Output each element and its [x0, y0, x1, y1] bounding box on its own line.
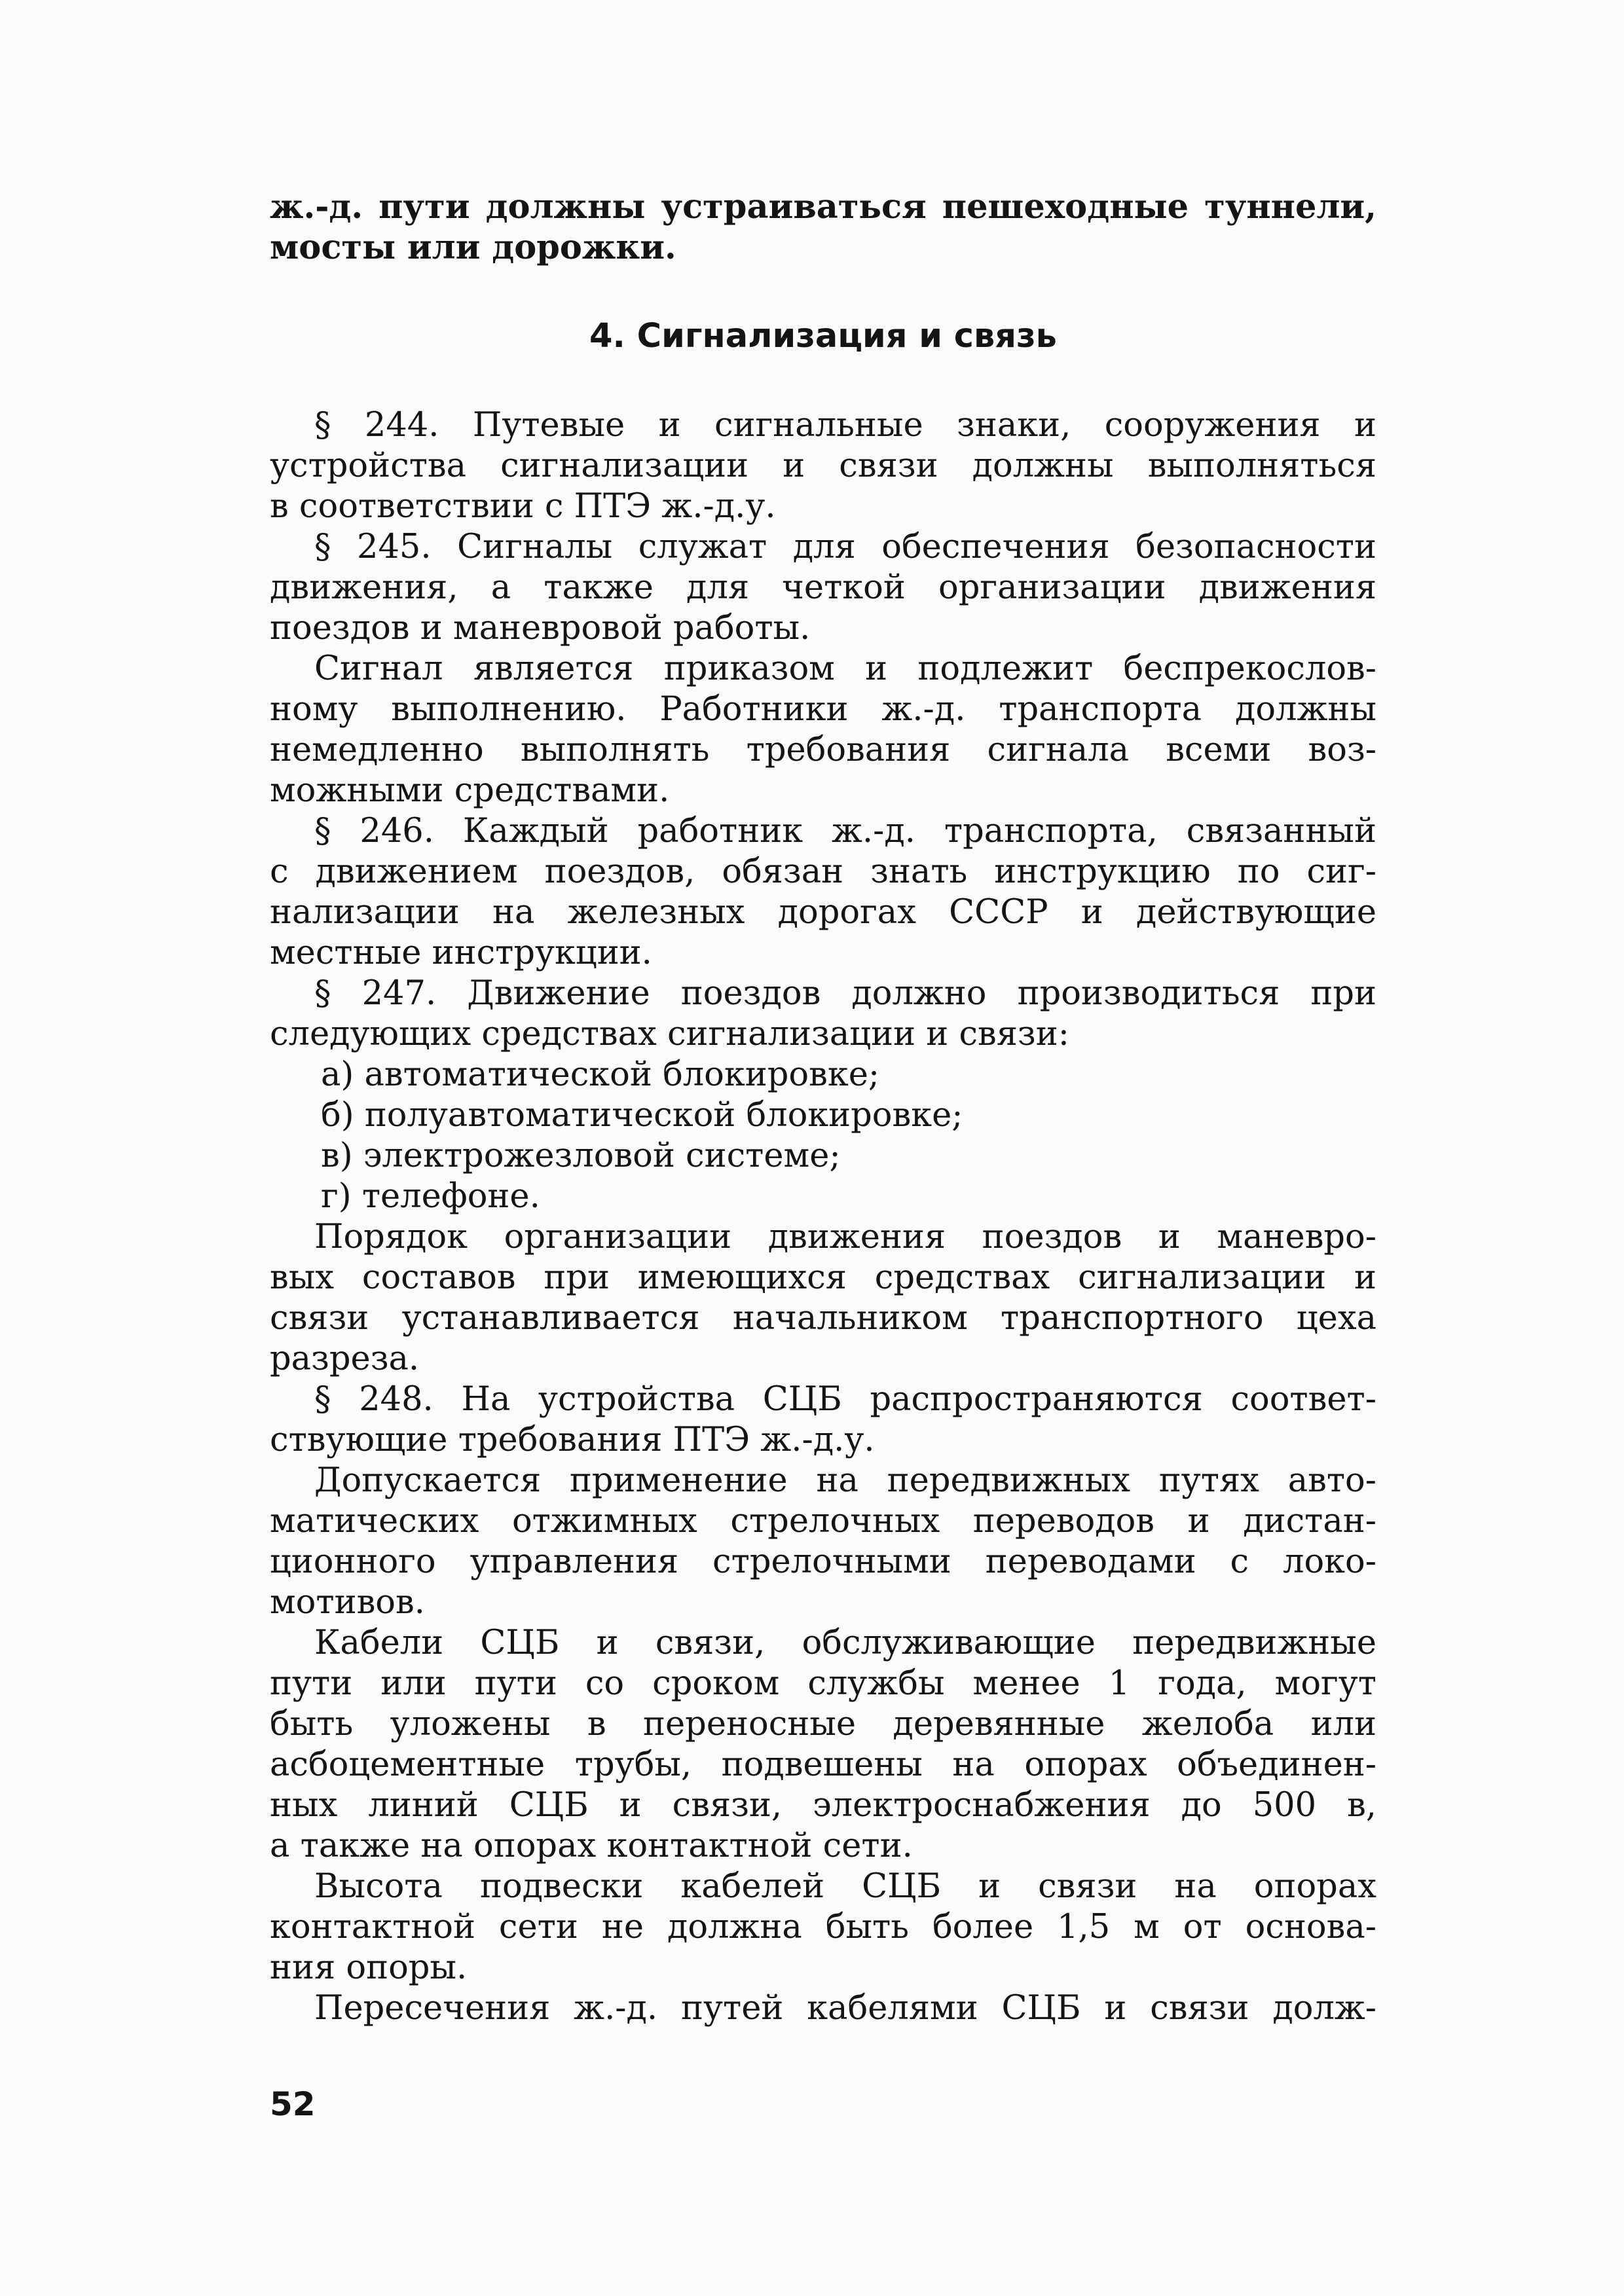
paragraph-line: Пересечения ж.-д. путей кабелями СЦБ и связи долж- [314, 1989, 1376, 2028]
paragraph-line: Допускается применение на передвижных путях авто- [314, 1461, 1376, 1500]
intro-line: мосты или дорожки. [270, 228, 676, 267]
paragraph-line: Кабели СЦБ и связи, обслуживающие передвижные [314, 1624, 1376, 1662]
list-item: в) электрожезловой системе; [321, 1137, 841, 1175]
paragraph-line: ному выполнению. Работники ж.-д. транспорта должны [270, 690, 1376, 729]
list-item: б) полуавтоматической блокировке; [321, 1096, 963, 1135]
paragraph-line: § 248. На устройства СЦБ распространяются соответ- [314, 1380, 1376, 1419]
intro-line: ж.-д. пути должны устраиваться пешеходные туннели, [270, 187, 1376, 227]
paragraph-line: Порядок организации движения поездов и маневро- [314, 1218, 1376, 1256]
paragraph-line: § 247. Движение поездов должно производиться при [314, 974, 1376, 1013]
paragraph-line: устройства сигнализации и связи должны выполняться [270, 446, 1376, 485]
paragraph-line: можными средствами. [270, 771, 670, 810]
paragraph-line: разреза. [270, 1339, 420, 1378]
list-item: г) телефоне. [321, 1177, 540, 1216]
paragraph-line: контактной сети не должна быть более 1,5 м от основа- [270, 1908, 1376, 1946]
paragraph-line: матических отжимных стрелочных переводов и дистан- [270, 1502, 1376, 1540]
paragraph-line: быть уложены в переносные деревянные желоба или [270, 1705, 1376, 1743]
paragraph-line: с движением поездов, обязан знать инструкцию по сиг- [270, 852, 1376, 891]
paragraph-line: ния опоры. [270, 1948, 468, 1987]
paragraph-line: движения, а также для четкой организации движения [270, 568, 1376, 607]
paragraph-line: а также на опорах контактной сети. [270, 1827, 913, 1865]
paragraph-line: § 244. Путевые и сигнальные знаки, сооружения и [314, 406, 1376, 445]
paragraph-line: поездов и маневровой работы. [270, 609, 811, 647]
list-item: а) автоматической блокировке; [321, 1055, 880, 1094]
section-heading: 4. Сигнализация и связь [589, 317, 1057, 355]
paragraph-line: мотивов. [270, 1583, 425, 1622]
paragraph-line: Сигнал является приказом и подлежит беспрекослов- [314, 649, 1376, 688]
paragraph-line: Высота подвески кабелей СЦБ и связи на опорах [314, 1867, 1376, 1906]
paragraph-line: вых составов при имеющихся средствах сигнализации и [270, 1258, 1376, 1297]
page-number: 52 [270, 2085, 316, 2123]
paragraph-line: немедленно выполнять требования сигнала всеми воз- [270, 731, 1376, 769]
paragraph-line: асбоцементные трубы, подвешены на опорах объединен- [270, 1745, 1376, 1784]
paragraph-line: связи устанавливается начальником транспортного цеха [270, 1299, 1376, 1338]
paragraph-line: ствующие требования ПТЭ ж.-д.у. [270, 1421, 875, 1459]
paragraph-line: следующих средствах сигнализации и связи: [270, 1015, 1069, 1053]
page-body [270, 187, 1376, 2029]
paragraph-line: нализации на железных дорогах СССР и действующие [270, 893, 1376, 932]
paragraph-line: § 245. Сигналы служат для обеспечения безопасности [314, 528, 1376, 566]
paragraph-line: пути или пути со сроком службы менее 1 года, могут [270, 1664, 1376, 1703]
paragraph-line: ных линий СЦБ и связи, электроснабжения до 500 в, [270, 1786, 1376, 1825]
paragraph-line: ционного управления стрелочными переводами с локо- [270, 1542, 1376, 1581]
paragraph-line: в соответствии с ПТЭ ж.-д.у. [270, 487, 776, 526]
paragraph-line: местные инструкции. [270, 934, 652, 972]
paragraph-line: § 246. Каждый работник ж.-д. транспорта, связанный [314, 812, 1376, 850]
